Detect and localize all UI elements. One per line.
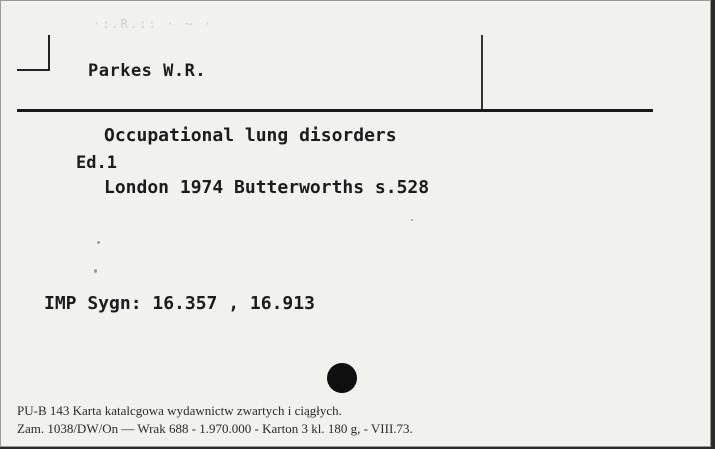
call-number: IMP Sygn: 16.357 , 16.913 — [44, 293, 315, 314]
speck — [411, 219, 413, 221]
corner-mark-horizontal — [17, 69, 50, 71]
corner-mark-vertical — [48, 35, 50, 71]
punch-hole — [327, 363, 357, 393]
printed-footer-line-1: PU-B 143 Karta katalcgowa wydawnictw zwartych i ciągłych. — [17, 403, 342, 418]
author: Parkes W.R. — [88, 61, 207, 81]
speck — [97, 241, 100, 244]
faded-stamp: ·:.R.:: · ~ · — [93, 17, 213, 31]
speck — [94, 269, 97, 273]
edition: Ed.1 — [76, 153, 117, 173]
printed-footer-line-2: Zam. 1038/DW/On — Wrak 688 - 1.970.000 - Karton 3 kl. 180 g, - VIII.73. — [17, 421, 413, 436]
header-divider — [481, 35, 483, 111]
imprint: London 1974 Butterworths s.528 — [104, 177, 430, 198]
header-rule — [17, 109, 653, 112]
book-title: Occupational lung disorders — [104, 125, 397, 146]
